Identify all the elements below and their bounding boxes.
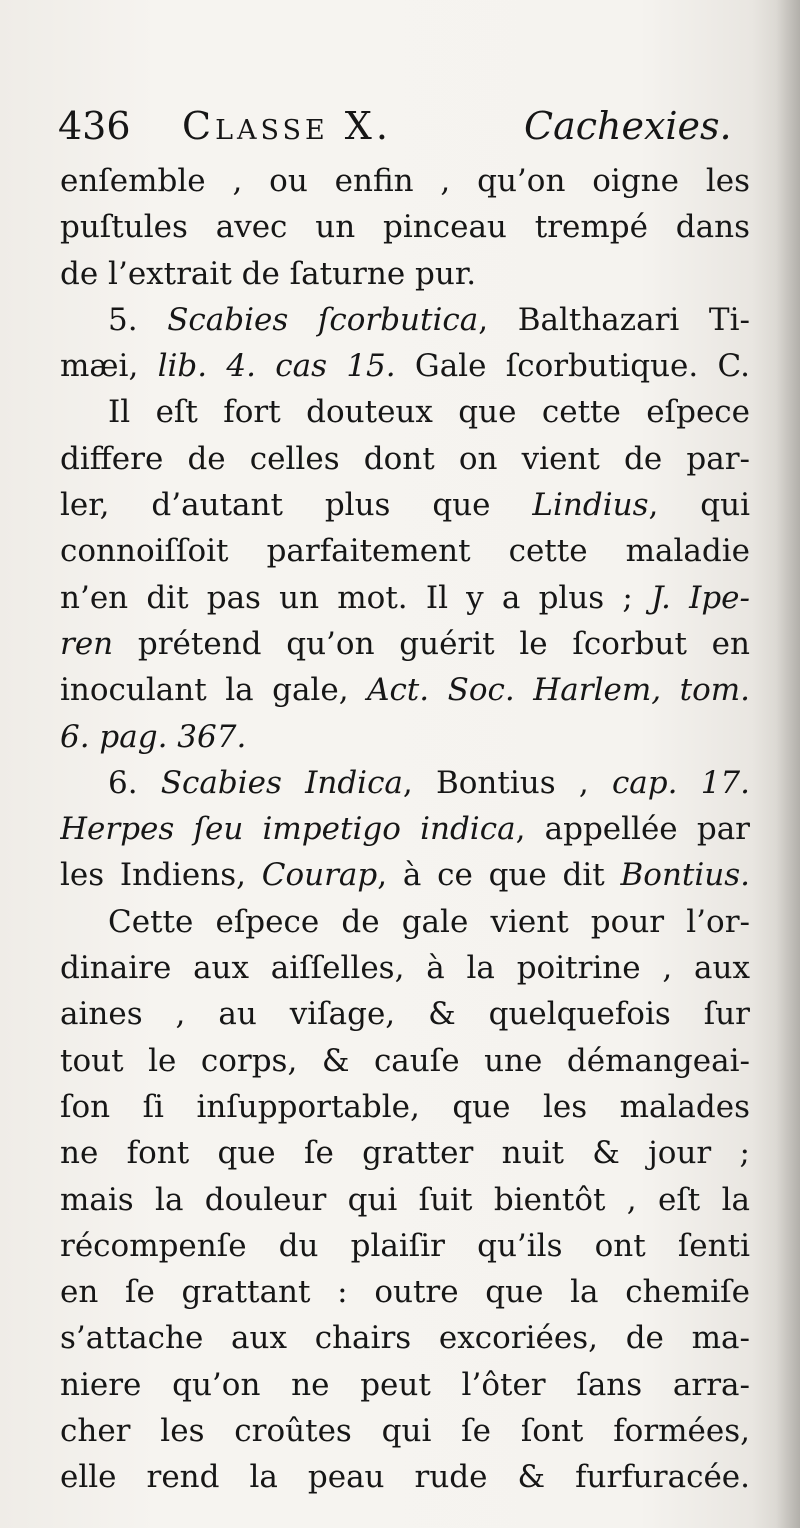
page-number: 436 bbox=[58, 104, 131, 148]
italic-segment: Bontius. bbox=[620, 857, 750, 894]
italic-segment: Act. Soc. Harlem, tom. bbox=[367, 672, 750, 709]
italic-segment: ren bbox=[60, 625, 114, 662]
italic-segment: Courap bbox=[261, 857, 378, 894]
text-segment: s’attache aux chairs excoriées, de ma- bbox=[60, 1320, 750, 1357]
text-segment: enſemble , ou enfin , qu’on oigne les bbox=[60, 163, 750, 199]
text-line bbox=[60, 436, 750, 482]
text-line bbox=[60, 389, 750, 435]
text-segment: les Indiens, bbox=[60, 857, 262, 894]
text-line bbox=[60, 852, 750, 898]
text-segment: inoculant la gale, bbox=[60, 672, 368, 709]
text-segment: n’en dit pas un mot. Il y a plus ; bbox=[60, 579, 652, 616]
text-line bbox=[60, 1408, 750, 1454]
text-segment: , Balthazari Ti- bbox=[478, 301, 750, 338]
text-segment: aines , au viſage, & quelquefois ſur bbox=[60, 996, 750, 1033]
text-segment: 5. bbox=[108, 301, 168, 338]
section-title: Cachexies. bbox=[524, 104, 732, 148]
text-line bbox=[60, 899, 750, 945]
text-segment: connoiſſoit parfaitement cette maladie bbox=[60, 533, 750, 570]
text-segment: elle rend la peau rude & furfuracée. bbox=[60, 1459, 750, 1496]
text-line bbox=[60, 1177, 750, 1223]
text-segment: ſon ſi inſupportable, que les malades bbox=[60, 1088, 750, 1125]
text-line bbox=[60, 760, 750, 806]
text-segment: mais la douleur qui ſuit bientôt , eſt la bbox=[60, 1181, 750, 1218]
text-segment: tout le corps, & cauſe une démangeai- bbox=[60, 1042, 750, 1079]
text-segment: ne font que ſe gratter nuit & jour ; bbox=[60, 1135, 750, 1172]
text-line bbox=[60, 1362, 750, 1408]
text-segment: prétend qu’on guérit le ſcorbut en bbox=[113, 625, 750, 662]
text-line bbox=[60, 621, 750, 667]
page-edge-shadow bbox=[776, 0, 800, 1528]
text-line bbox=[60, 1038, 750, 1084]
text-line bbox=[60, 1130, 750, 1176]
text-segment: dinaire aux aiſſelles, à la poitrine , aux bbox=[60, 950, 750, 987]
text-line bbox=[60, 528, 750, 574]
text-line bbox=[60, 158, 750, 204]
text-segment: differe de celles dont on vient de par- bbox=[60, 440, 750, 477]
text-segment: niere qu’on ne peut l’ôter ſans arra- bbox=[60, 1366, 750, 1403]
italic-segment: 6. pag. 367. bbox=[60, 718, 247, 755]
text-line bbox=[60, 482, 750, 528]
text-line bbox=[60, 806, 750, 852]
text-line bbox=[60, 1269, 750, 1315]
text-line bbox=[60, 667, 750, 713]
text-line bbox=[60, 297, 750, 343]
italic-segment: Lindius bbox=[532, 487, 649, 524]
text-segment: cher les croûtes qui ſe ſont formées, bbox=[60, 1413, 750, 1450]
text-line bbox=[60, 945, 750, 991]
text-line bbox=[60, 714, 750, 760]
italic-segment: J. Ipe- bbox=[651, 579, 750, 616]
text-line bbox=[60, 1223, 750, 1269]
italic-segment: lib. 4. cas 15. bbox=[157, 348, 396, 385]
text-line bbox=[60, 343, 750, 389]
text-line bbox=[60, 991, 750, 1037]
text-segment: mæi, bbox=[60, 348, 158, 385]
text-segment: ler, d’autant plus que bbox=[60, 487, 533, 524]
body-text bbox=[60, 158, 750, 1501]
italic-segment: cap. 17. bbox=[611, 764, 750, 801]
running-header bbox=[58, 98, 748, 154]
text-segment: , Bontius , bbox=[402, 764, 612, 801]
text-line bbox=[60, 1454, 750, 1500]
text-segment: en ſe grattant : outre que la chemiſe bbox=[60, 1274, 750, 1311]
text-line bbox=[60, 1315, 750, 1361]
text-line bbox=[60, 1084, 750, 1130]
text-segment: Cette eſpece de gale vient pour l’or- bbox=[108, 903, 750, 940]
text-segment: de l’extrait de ſaturne pur. bbox=[60, 255, 477, 292]
text-line bbox=[60, 575, 750, 621]
text-segment: 6. bbox=[108, 764, 161, 801]
italic-segment: Herpes ſeu impetigo indica bbox=[60, 811, 516, 848]
text-segment: Il eſt fort douteux que cette eſpece bbox=[108, 394, 750, 431]
text-line bbox=[60, 204, 750, 250]
italic-segment: Scabies Indica bbox=[160, 764, 403, 801]
text-segment: , à ce que dit bbox=[377, 857, 621, 894]
text-segment: récompenſe du plaiſir qu’ils ont ſenti bbox=[60, 1227, 750, 1264]
text-segment: , appellée par bbox=[515, 811, 750, 848]
text-segment: , qui bbox=[648, 487, 750, 524]
class-heading: Classe X. bbox=[182, 104, 392, 148]
text-line bbox=[60, 251, 750, 297]
text-segment: Gale ſcorbutique. C. bbox=[395, 348, 750, 385]
text-segment: puſtules avec un pinceau trempé dans bbox=[60, 209, 750, 246]
italic-segment: Scabies ſcorbutica bbox=[167, 301, 479, 338]
